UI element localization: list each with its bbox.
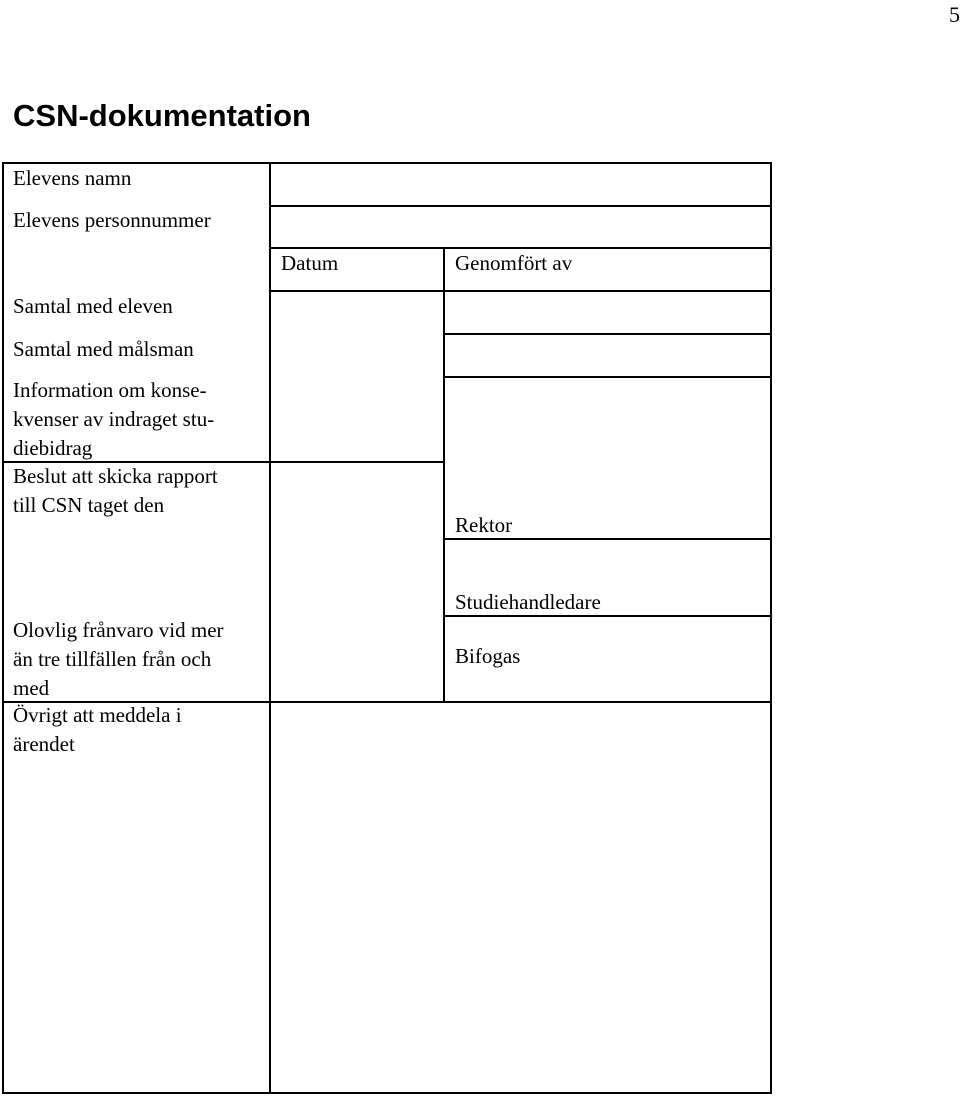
- header-performed-by: Genomfört av: [455, 251, 573, 275]
- label-talk-with-student: Samtal med eleven: [13, 294, 173, 318]
- table-rule: [270, 290, 771, 292]
- table-rule: [444, 376, 771, 378]
- table-divider: [269, 162, 271, 1094]
- header-date: Datum: [281, 251, 339, 275]
- table-rule: [444, 333, 771, 335]
- table-divider: [443, 247, 445, 702]
- label-unauthorized-absence: Olovlig frånvaro vid mer än tre tillfällen från och med: [13, 618, 224, 700]
- table-rule: [270, 205, 771, 207]
- label-attached: Bifogas: [455, 644, 521, 668]
- table-border-right: [770, 162, 772, 1094]
- label-principal: Rektor: [455, 513, 513, 537]
- document-title: CSN-dokumentation: [13, 98, 311, 133]
- label-personal-number: Elevens personnummer: [13, 208, 211, 232]
- label-study-counselor: Studiehandledare: [455, 590, 601, 614]
- page-number: 5: [949, 2, 960, 27]
- label-student-name: Elevens namn: [13, 166, 132, 190]
- table-border-bottom: [2, 1092, 771, 1094]
- label-decision-report: Beslut att skicka rapport till CSN taget den: [13, 464, 218, 517]
- table-border-left: [2, 162, 4, 1094]
- label-other-info: Övrigt att meddela i ärendet: [13, 703, 182, 756]
- label-information-consequences: Information om konse- kvenser av indraget stu- diebidrag: [13, 378, 215, 460]
- label-talk-with-guardian: Samtal med målsman: [13, 337, 194, 361]
